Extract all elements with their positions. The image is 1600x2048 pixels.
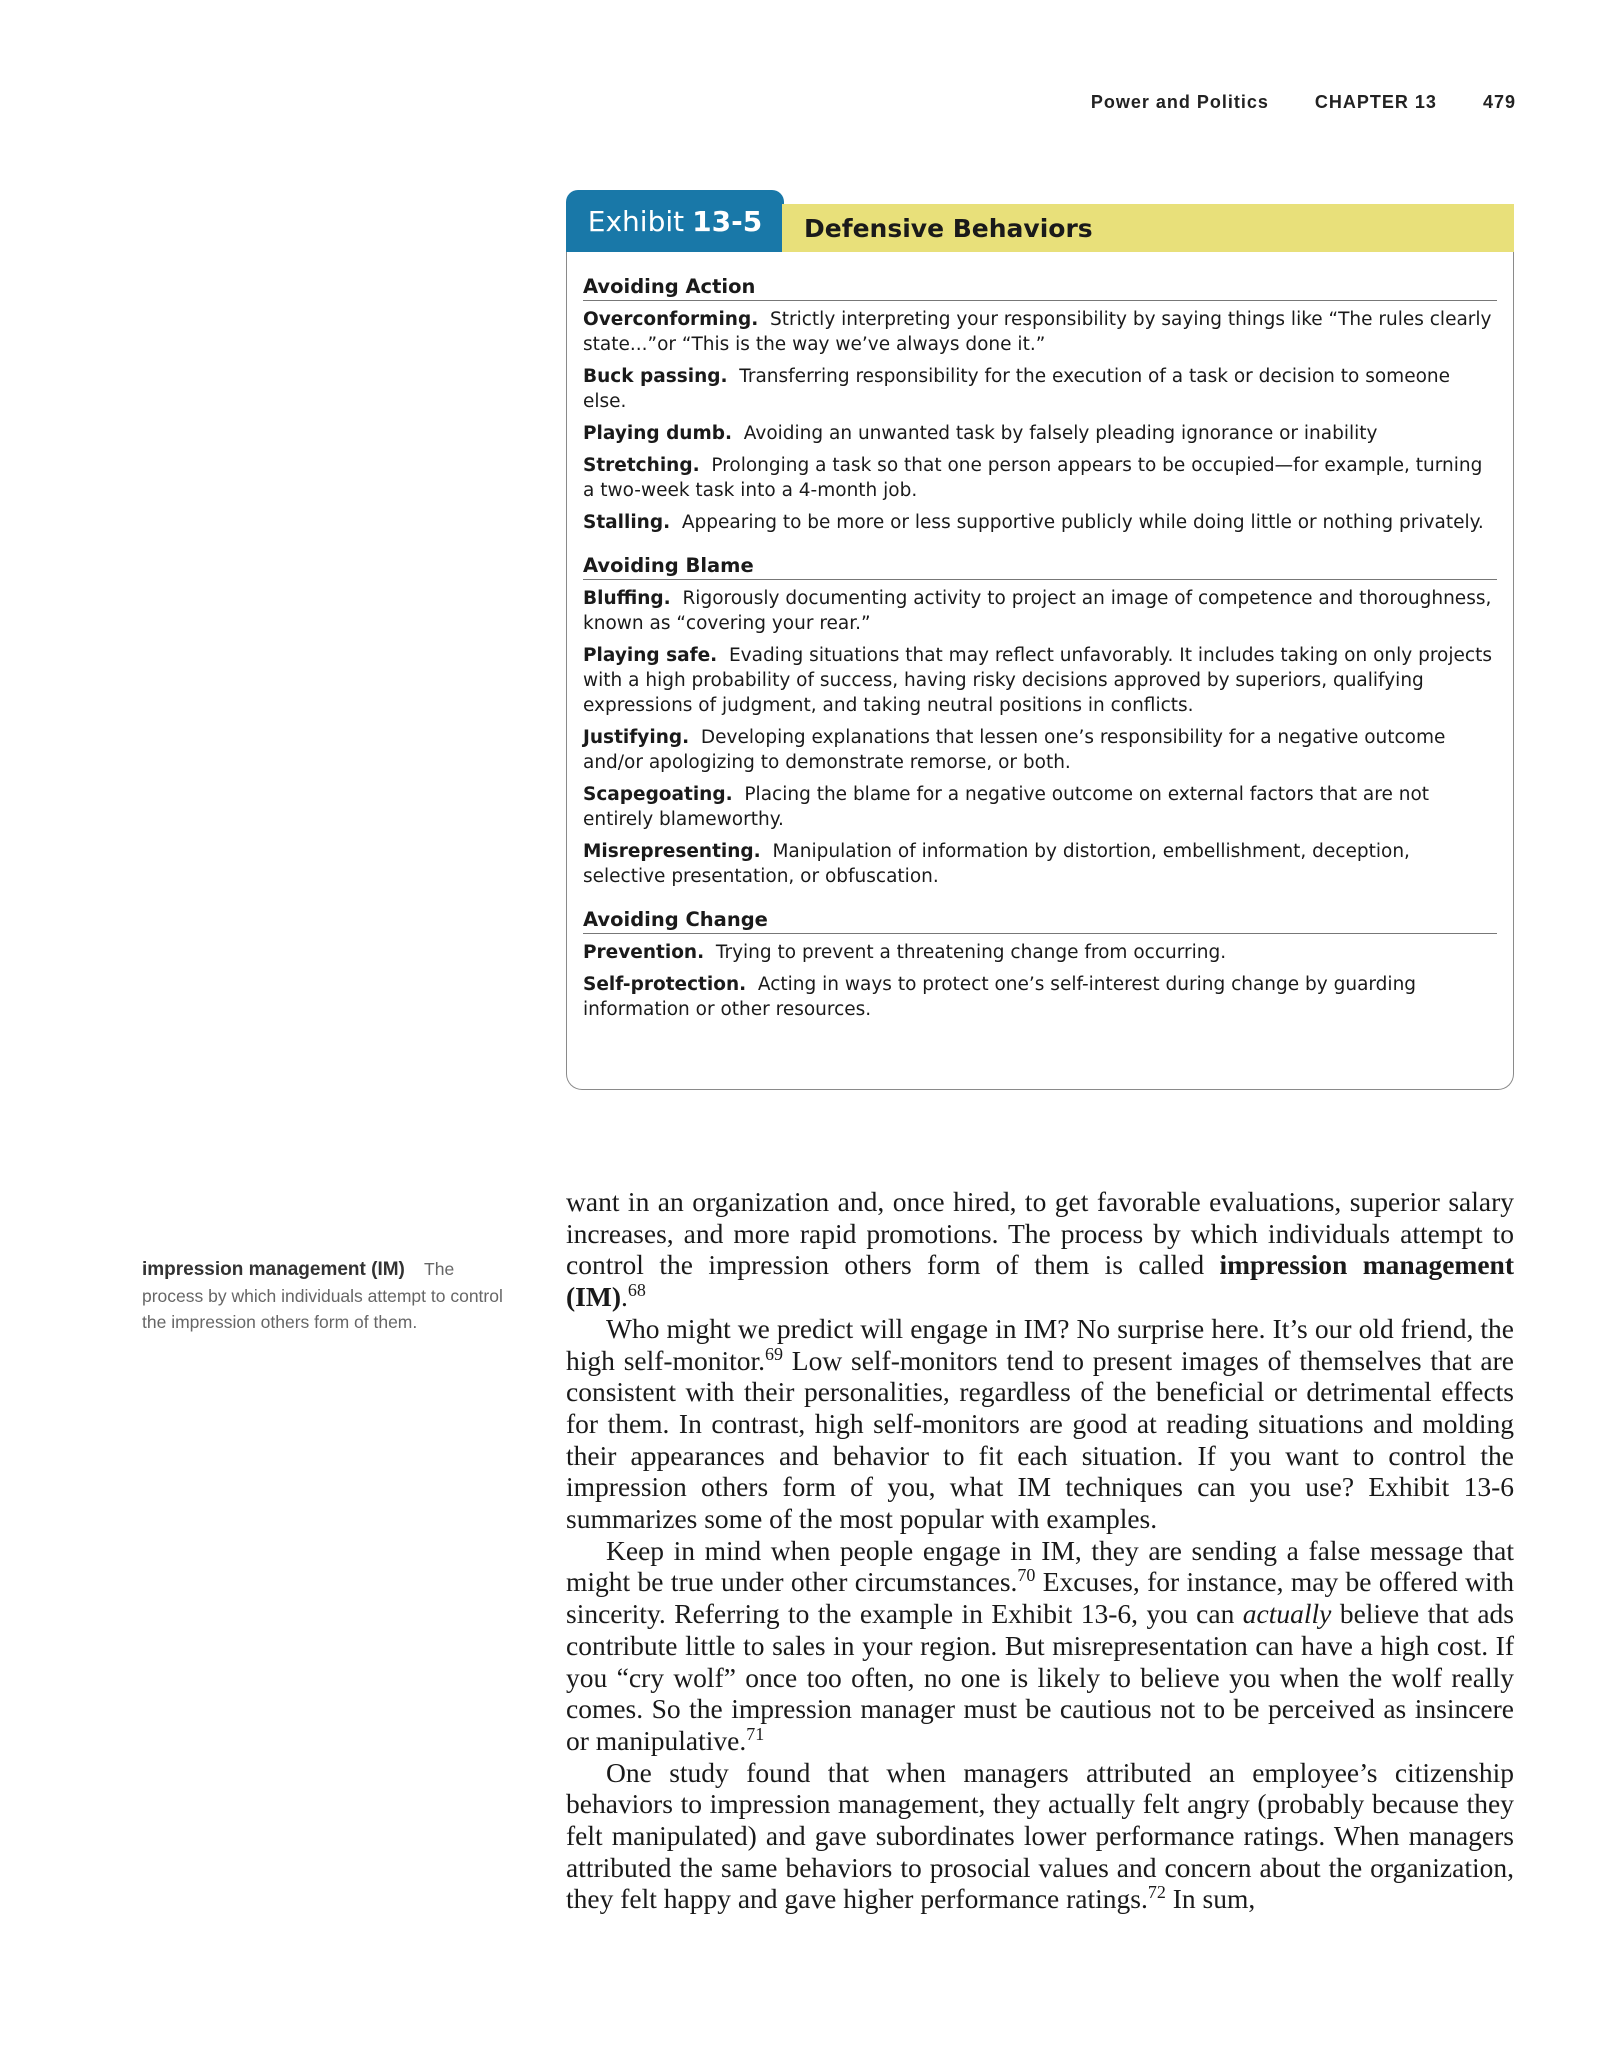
exhibit-number: 13-5 — [692, 204, 763, 238]
text-run: In sum, — [1165, 1883, 1256, 1915]
margin-glossary — [142, 1256, 512, 1335]
chapter-label: CHAPTER 13 — [1314, 92, 1437, 112]
text-run: . — [620, 1281, 628, 1313]
group-avoiding-action — [583, 274, 1497, 535]
entry-text: Evading situations that may reflect unfavorably. It includes taking on only projects with a high probability of success, having risky decisions approved by superiors, qualifying expressions of judgment, and taking neutral positions in conflicts. — [583, 645, 1492, 716]
entry-text: Manipulation of information by distortion, embellishment, deception, selective presentation, or obfuscation. — [583, 841, 1410, 887]
text-run: Keep in mind when people engage in IM, they are sending a false message that might be true under other circumstances. — [566, 1534, 1514, 1598]
emphasis: actually — [1242, 1598, 1332, 1630]
entry-text: Acting in ways to protect one’s self-interest during change by guarding information or other resources. — [583, 974, 1417, 1020]
entry-text: Avoiding an unwanted task by falsely pleading ignorance or inability — [743, 423, 1378, 444]
entry-playing-safe — [583, 643, 1497, 718]
text-run: Excuses, for instance, may be offered with sincerity. Referring to the example in Exhibit 13-6, you can — [566, 1566, 1514, 1630]
entry-text: Transferring responsibility for the execution of a task or decision to someone else. — [583, 366, 1450, 412]
key-term: impression management (IM) — [566, 1249, 1514, 1313]
entry-term: Self-protection. — [583, 974, 747, 995]
body-text — [566, 1186, 1514, 1915]
running-head — [600, 92, 1516, 113]
glossary-term: impression management (IM) — [142, 1259, 405, 1280]
text-run: want in an organization and, once hired, to get favorable evaluations, superior salary increases, and more rapid promotions. The process by which individuals attempt to control the impression others form of them is called — [566, 1186, 1514, 1281]
entry-text: Developing explanations that lessen one’s responsibility for a negative outcome and/or apologizing to demonstrate remorse, or both. — [583, 727, 1446, 773]
text-run: believe that ads contribute little to sales in your region. But misrepresentation can have a high cost. If you “cry wolf” once too often, no one is likely to believe you when the wolf really comes. So the impression manager must be cautious not to be perceived as insincere or manipulative. — [566, 1598, 1514, 1756]
footnote-ref[interactable]: 71 — [746, 1723, 765, 1744]
exhibit-label: Exhibit — [587, 204, 685, 238]
group-heading: Avoiding Blame — [583, 553, 1497, 580]
group-heading: Avoiding Action — [583, 274, 1497, 301]
entry-term: Bluffing. — [583, 588, 671, 609]
entry-text: Prolonging a task so that one person appears to be occupied—for example, turning a two-week task into a 4-month job. — [583, 455, 1483, 501]
entry-playing-dumb — [583, 421, 1497, 446]
text-run: Low self-monitors tend to present images of themselves that are consistent with their personalities, regardless of the beneficial or detrimental effects for them. In contrast, high self-monitors are good at reading situations and molding their appearances and behavior to fit each situation. If you want to control the impression others form of you, what IM techniques can you use? Exhibit 13-6 summarizes some of the most popular with examples. — [566, 1344, 1514, 1535]
exhibit-tab — [566, 190, 784, 252]
entry-misrepresenting — [583, 839, 1497, 889]
entry-text: Appearing to be more or less supportive publicly while doing little or nothing privately. — [681, 512, 1484, 533]
exhibit-title-bar — [782, 204, 1514, 252]
text-run: One study found that when managers attributed an employee’s citizenship behaviors to impression management, they actually felt angry (probably because they felt manipulated) and gave subordinates lower performance ratings. When managers attributed the same behaviors to prosocial values and concern about the organization, they felt happy and gave higher performance ratings. — [566, 1756, 1514, 1915]
entry-term: Overconforming. — [583, 309, 759, 330]
entry-term: Playing safe. — [583, 645, 718, 666]
text-run: Who might we predict will engage in IM? No surprise here. It’s our old friend, the high self-monitor. — [566, 1312, 1514, 1376]
entry-term: Prevention. — [583, 942, 705, 963]
footnote-ref[interactable]: 72 — [1147, 1882, 1166, 1903]
entry-term: Misrepresenting. — [583, 841, 761, 862]
footnote-ref[interactable]: 70 — [1017, 1565, 1036, 1586]
exhibit-title: Defensive Behaviors — [804, 213, 1093, 243]
footnote-ref[interactable]: 68 — [627, 1279, 646, 1300]
entry-term: Stretching. — [583, 455, 700, 476]
entry-stalling — [583, 510, 1497, 535]
entry-overconforming — [583, 307, 1497, 357]
entry-self-protection — [583, 972, 1497, 1022]
glossary-definition: The process by which individuals attempt to control the impression others form of them. — [142, 1259, 503, 1332]
paragraph — [566, 1313, 1514, 1535]
entry-stretching — [583, 453, 1497, 503]
entry-justifying — [583, 725, 1497, 775]
entry-bluffing — [583, 586, 1497, 636]
entry-text: Trying to prevent a threatening change from occurring. — [715, 942, 1227, 963]
entry-prevention — [583, 940, 1497, 965]
entry-term: Scapegoating. — [583, 784, 733, 805]
entry-term: Stalling. — [583, 512, 671, 533]
entry-text: Placing the blame for a negative outcome on external factors that are not entirely blameworthy. — [583, 784, 1430, 830]
page-number: 479 — [1482, 92, 1516, 112]
entry-text: Strictly interpreting your responsibility by saying things like “The rules clearly state...”or “This is the way we’ve always done it.” — [583, 309, 1492, 355]
exhibit-body — [566, 252, 1514, 1090]
paragraph — [566, 1186, 1514, 1313]
group-avoiding-change — [583, 907, 1497, 1022]
footnote-ref[interactable]: 69 — [765, 1343, 783, 1364]
paragraph — [566, 1535, 1514, 1757]
entry-text: Rigorously documenting activity to project an image of competence and thoroughness, known as “covering your rear.” — [583, 588, 1492, 634]
entry-scapegoating — [583, 782, 1497, 832]
entry-term: Playing dumb. — [583, 423, 733, 444]
entry-buck-passing — [583, 364, 1497, 414]
group-heading: Avoiding Change — [583, 907, 1497, 934]
entry-term: Buck passing. — [583, 366, 728, 387]
entry-term: Justifying. — [583, 727, 690, 748]
section-title: Power and Politics — [1090, 92, 1269, 112]
paragraph — [566, 1757, 1514, 1916]
group-avoiding-blame — [583, 553, 1497, 889]
